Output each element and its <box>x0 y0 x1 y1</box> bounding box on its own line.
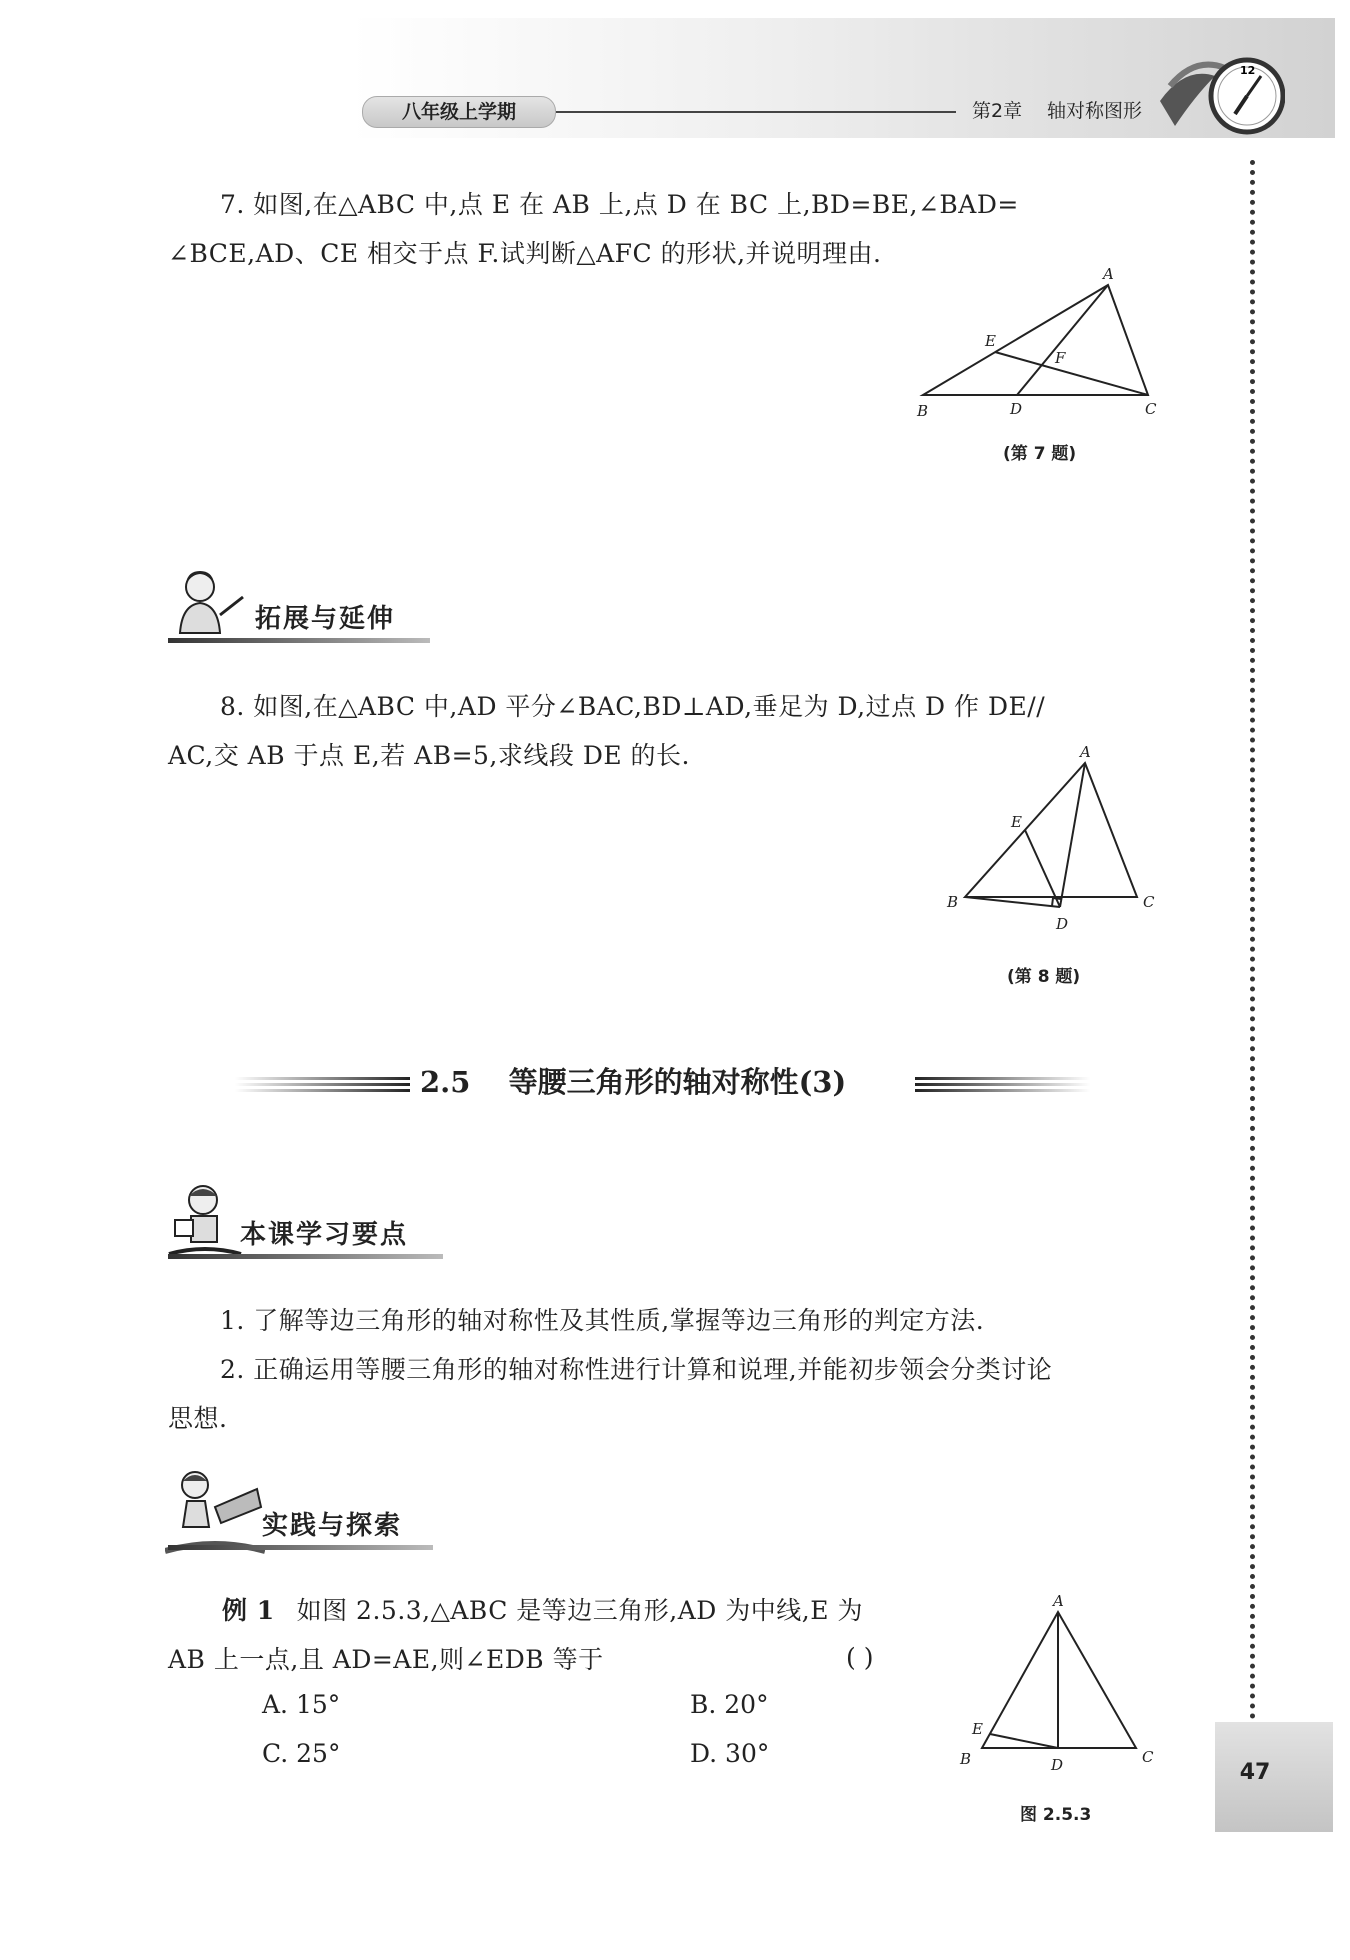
choice-d: D. 30° <box>690 1739 770 1768</box>
section-title <box>420 1058 920 1106</box>
practice-badge-label: 实践与探索 <box>262 1511 403 1541</box>
label-b: B <box>960 1750 972 1768</box>
keypoint-2-cont: 思想. <box>168 1404 228 1433</box>
section-number: 2.5 <box>420 1065 471 1099</box>
student-running-icon <box>165 1467 265 1557</box>
question-7-line-1: 7. 如图,在△ABC 中,点 E 在 AB 上,点 D 在 BC 上,BD=BE,∠BAD= <box>220 190 1019 219</box>
keypoint-1: 1. 了解等边三角形的轴对称性及其性质,掌握等边三角形的判定方法. <box>220 1306 985 1335</box>
figure-q7 <box>905 262 1165 422</box>
header-rule <box>556 111 956 113</box>
triangle-abc <box>923 285 1148 395</box>
label-b: B <box>917 402 929 420</box>
label-a: A <box>1103 265 1114 283</box>
chapter-title: 轴对称图形 <box>1047 100 1143 122</box>
keypoint-2: 2. 正确运用等腰三角形的轴对称性进行计算和说理,并能初步领会分类讨论 <box>220 1355 1053 1384</box>
segment-de <box>990 1734 1058 1748</box>
teacher-icon <box>168 565 248 635</box>
practice-badge-underline <box>168 1545 433 1550</box>
label-d: D <box>1051 1756 1064 1774</box>
label-e: E <box>972 1720 983 1738</box>
example-1-text: 如图 2.5.3,△ABC 是等边三角形,AD 为中线,E 为 <box>296 1596 863 1625</box>
segment-ad <box>1060 763 1085 907</box>
example-1-label: 例 1 <box>222 1596 275 1625</box>
label-c: C <box>1143 893 1155 911</box>
choice-b: B. 20° <box>690 1690 769 1719</box>
question-8-line-1: 8. 如图,在△ABC 中,AD 平分∠BAC,BD⊥AD,垂足为 D,过点 D 作 DE// <box>220 692 1046 721</box>
section-rule-right <box>915 1076 1090 1094</box>
extension-badge-underline <box>168 638 430 643</box>
section-title-text: 等腰三角形的轴对称性(3) <box>508 1065 847 1099</box>
grade-label: 八年级上学期 <box>362 96 556 128</box>
triangle-abc <box>965 763 1137 897</box>
choice-c: C. 25° <box>262 1739 341 1768</box>
example-1-text-2: AB 上一点,且 AD=AE,则∠EDB 等于 <box>168 1645 604 1674</box>
clock-icon <box>1155 46 1285 146</box>
dotted-margin-line <box>1250 160 1255 1720</box>
label-c: C <box>1145 400 1157 418</box>
label-e: E <box>1011 813 1022 831</box>
label-d: D <box>1010 400 1023 418</box>
student-reading-icon <box>165 1180 245 1260</box>
figure-q8-caption: (第 8 题) <box>1007 967 1081 987</box>
page-number: 47 <box>1239 1760 1271 1785</box>
figure-2-5-3 <box>950 1590 1170 1780</box>
example-1-line-1 <box>222 1586 942 1635</box>
svg-text:12: 12 <box>1240 64 1256 77</box>
extension-badge-label: 拓展与延伸 <box>255 604 396 634</box>
answer-blank: ( ) <box>846 1643 874 1672</box>
segment-ad <box>1017 285 1108 395</box>
label-a: A <box>1053 1592 1064 1610</box>
segment-de <box>1025 830 1060 907</box>
label-e: E <box>985 332 996 350</box>
example-1-line-2 <box>168 1635 888 1684</box>
section-rule-left <box>235 1076 410 1094</box>
segment-ce <box>995 352 1148 395</box>
figure-2-5-3-caption: 图 2.5.3 <box>1020 1805 1092 1825</box>
keypoints-badge-label: 本课学习要点 <box>240 1220 409 1250</box>
figure-q8 <box>945 745 1165 945</box>
question-7-line-2: ∠BCE,AD、CE 相交于点 F.试判断△AFC 的形状,并说明理由. <box>168 239 882 268</box>
figure-q7-caption: (第 7 题) <box>1003 444 1077 464</box>
label-a: A <box>1080 745 1091 761</box>
label-c: C <box>1142 1748 1154 1766</box>
keypoints-badge-underline <box>168 1254 443 1259</box>
chapter-number: 第2章 <box>972 100 1023 122</box>
label-d: D <box>1056 915 1069 933</box>
label-b: B <box>947 893 959 911</box>
question-8-line-2: AC,交 AB 于点 E,若 AB=5,求线段 DE 的长. <box>168 741 691 770</box>
choice-a: A. 15° <box>262 1690 341 1719</box>
segment-bd <box>965 897 1060 907</box>
label-f: F <box>1055 349 1066 367</box>
